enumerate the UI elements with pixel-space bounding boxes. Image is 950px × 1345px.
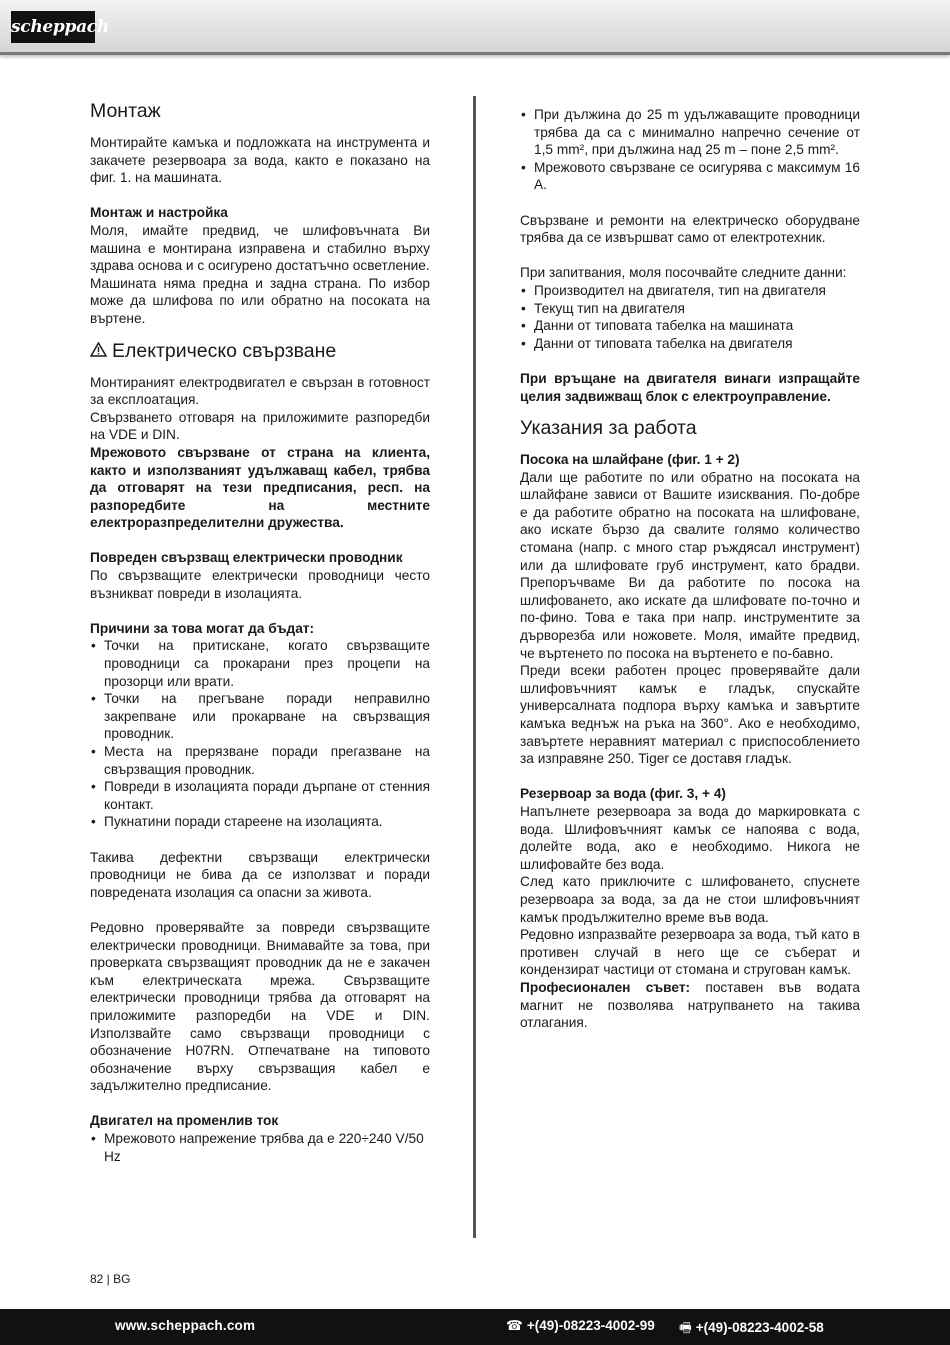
electrical-paragraph-2: Свързването отговаря на приложимите разпоредби на VDE и DIN. bbox=[90, 409, 430, 443]
damaged-heading: Повреден свързващ електрически проводник bbox=[90, 550, 403, 566]
column-divider bbox=[473, 96, 476, 1238]
montazh-heading: Монтаж bbox=[90, 100, 161, 122]
causes-list bbox=[90, 637, 430, 831]
inquiry-list bbox=[520, 282, 860, 352]
tank-heading: Резервоар за вода (фиг. 3, + 4) bbox=[520, 786, 726, 802]
list-item: • Места на прерязване поради прегазване на свързващия проводник. bbox=[90, 743, 430, 778]
right-column bbox=[520, 106, 860, 1032]
defective-paragraph: Такива дефектни свързващи електрически проводници не бива да се използват и поради повредената изолация са опасни за живота. bbox=[90, 849, 430, 900]
page-footer bbox=[0, 1309, 950, 1345]
brand-logo: scheppach bbox=[11, 11, 95, 43]
check-stone-paragraph: Преди всеки работен процес проверявайте дали шлифовъчният камък е гладък, спускайте универсалната подпора върху камъка и завъртите камъка веднъж на ръка на 360°. Ако е необходимо, завъртете неравният материал с приспособлението за изправяне 250. Tiger се доставя гладък. bbox=[520, 663, 860, 767]
damaged-paragraph: По свързващите електрически проводници често възникват повреди в изолацията. bbox=[90, 568, 430, 601]
return-bold-paragraph: При връщане на двигателя винаги изпращайте целия задвижващ блок с електроуправление. bbox=[520, 370, 860, 404]
list-item: • Пукнатини поради стареене на изолацията. bbox=[90, 813, 430, 831]
list-item: • Мрежовото свързване се осигурява с максимум 16 A. bbox=[520, 159, 860, 194]
causes-heading: Причини за това могат да бъдат: bbox=[90, 620, 315, 636]
list-item: • Точки на прегъване поради неправилно закрепване или прокарване на свързващия проводник. bbox=[90, 690, 430, 743]
phone-icon: ☎ bbox=[506, 1318, 523, 1333]
list-item: • Производител на двигателя, тип на двигателя bbox=[520, 282, 860, 300]
electrical-paragraph-1: Монтираният електродвигател е свързан в готовност за експлоатация. bbox=[90, 374, 430, 408]
warning-icon bbox=[90, 338, 107, 364]
page-number: 82 | BG bbox=[90, 1272, 131, 1286]
cable-list bbox=[520, 106, 860, 194]
list-item: • При дължина до 25 m удължаващите проводници трябва да са с минимално напречно сечение от 1,5 mm², при дължина над 25 m – поне 2,5 mm². bbox=[520, 106, 860, 159]
left-column bbox=[90, 98, 430, 1165]
direction-heading: Посока на шлайфане (фиг. 1 + 2) bbox=[520, 452, 740, 468]
list-item: • Текущ тип на двигателя bbox=[520, 300, 860, 318]
list-item: • Точки на притискане, когато свързващите проводници са прокарани през процепи на прозорци или врати. bbox=[90, 637, 430, 690]
website-link[interactable]: www.scheppach.com bbox=[115, 1318, 256, 1333]
check-paragraph: Редовно проверявайте за повреди свързващите електрически проводници. Внимавайте за това, при проверката свързващият проводник да не е закачен към електрическата мрежа. Свързващите електрически проводници трябва да отговарят на приложимите разпоредби на VDE и DIN. Използвайте само свързващи проводници с обозначение H07RN. Отпечатване на типовото обозначение върху свързващия кабел е задължително предписание. bbox=[90, 919, 430, 1094]
phone-number: +(49)-08223-4002-99 bbox=[526, 1318, 655, 1333]
electrical-heading-text: Електрическо свързване bbox=[112, 339, 337, 362]
settings-paragraph-1: Моля, имайте предвид, че шлифовъчната Ви машина е монтирана изправена и стабилно върху здрава основа и с осигурено достатъчно осветление. bbox=[90, 222, 430, 274]
tank-paragraph-3: Редовно изпразвайте резервоара за вода, тъй като в противен случай в него ще се съберат и кондензират частици от стомана и стругован камък. bbox=[520, 927, 860, 978]
phone-contact bbox=[506, 1318, 655, 1334]
list-item: • Мрежовото напрежение трябва да е 220÷240 V/50 Hz bbox=[90, 1130, 430, 1165]
fax-icon: 🖷 bbox=[679, 1320, 692, 1335]
electrical-bold-paragraph: Мрежовото свързване от страна на клиента, както и използваният удължаващ кабел, трябва да отговарят на тези предписания, респ. на разпоредбите на местните електроразпределителни дружества. bbox=[90, 444, 430, 531]
list-item: • Данни от типовата табелка на двигателя bbox=[520, 335, 860, 353]
tank-paragraph-1: Напълнете резервоара за вода до маркировката с вода. Шлифовъчният камък се напоява с вода, долейте вода, ако е необходимо. Никога не шлифовайте без вода. bbox=[520, 803, 860, 872]
tip-paragraph bbox=[520, 979, 860, 1032]
electrical-heading bbox=[90, 338, 430, 364]
tip-text: поставен във водата магнит не позволява натрупването на такива отлагания. bbox=[520, 979, 860, 1031]
list-item: • Повреди в изолацията поради дърпане от стенния контакт. bbox=[90, 778, 430, 813]
settings-heading: Монтаж и настройка bbox=[90, 205, 228, 221]
work-heading: Указания за работа bbox=[520, 417, 697, 440]
direction-paragraph: Дали ще работите по или обратно на посоката на шлайфане зависи от Вашите изисквания. По-добре е да работите обратно на посоката на шлифоване, ако искате бързо да свалите голямо количество стомана (напр. с много стар ръждясал инструмент) или да шлифовате груб инструмент, като брадви. Препоръчваме Ви да работите по посока на шлифоването, ако искате да шлифовате по-точно и по-фино. Това е така при напр. инструментите за дърворезба или ножовете. Моля, имайте предвид, че въртенето по посока на въртенето е по-бавно. bbox=[520, 469, 860, 661]
list-item: • Данни от типовата табелка на машината bbox=[520, 317, 860, 335]
repair-paragraph: Свързване и ремонти на електрическо оборудване трябва да се извършват само от електротехник. bbox=[520, 212, 860, 246]
tank-paragraph-2: След като приключите с шлифоването, спуснете резервоара за вода, за да не стои шлифовъчният камък продължително време във вода. bbox=[520, 874, 860, 925]
inquiry-paragraph: При запитвания, моля посочвайте следните данни: bbox=[520, 265, 847, 281]
page-header bbox=[0, 0, 950, 55]
ac-heading: Двигател на променлив ток bbox=[90, 1113, 279, 1129]
settings-paragraph-2: Машината няма предна и задна страна. По избор може да шлифова по или обратно на посоката на въртене. bbox=[90, 275, 430, 326]
montazh-paragraph: Монтирайте камъка и подложката на инструмента и закачете резервоара за вода, както е показано на фиг. 1. на машината. bbox=[90, 135, 430, 186]
ac-list bbox=[90, 1130, 430, 1165]
fax-number: +(49)-08223-4002-58 bbox=[695, 1320, 824, 1335]
tip-label: Професионален съвет: bbox=[520, 979, 691, 995]
fax-contact bbox=[679, 1318, 824, 1341]
